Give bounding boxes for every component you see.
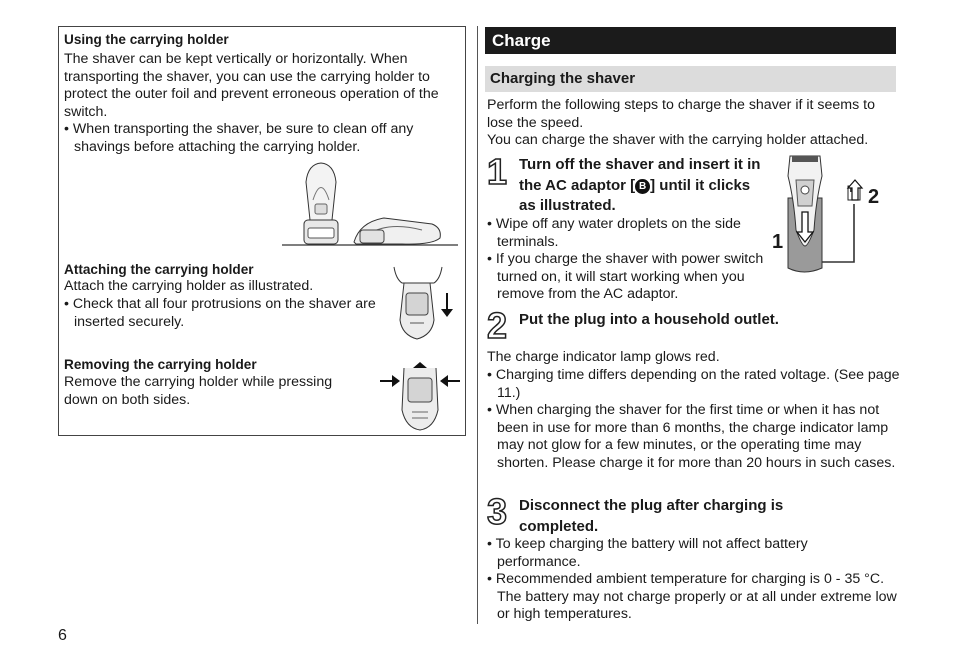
step-1-heading-a: Turn off the shaver and insert it in the AC adaptor [: [519, 156, 761, 194]
column-divider: [477, 26, 478, 624]
step-1-bullet-2: • If you charge the shaver with power switch turned on, it will start working when you remove from the AC adaptor.: [487, 251, 764, 303]
page-number: 6: [58, 627, 67, 644]
remove-body: Remove the carrying holder while pressing down on both sides.: [64, 374, 333, 408]
charge-intro-1: Perform the following steps to charge the shaver if it seems to lose the speed.: [487, 97, 875, 131]
step-2-heading: Put the plug into a household outlet.: [519, 311, 779, 328]
step-1-heading: [519, 155, 769, 217]
carrying-body: The shaver can be kept vertically or horizontally. When transporting the shaver, you can use the carrying holder to protect the outer foil and prevent erroneous operation of the switch.: [64, 51, 439, 120]
attach-title: Attaching the carrying holder: [64, 262, 254, 277]
attach-body: Attach the carrying holder as illustrated.: [64, 278, 314, 294]
step-2-number: 2: [487, 305, 508, 346]
step-3-heading: Disconnect the plug after charging is completed.: [519, 497, 784, 535]
charge-title: Charge: [492, 31, 551, 50]
attach-bullet: • Check that all four protrusions on the shaver are inserted securely.: [64, 296, 376, 330]
figure-label-2: 2: [868, 186, 880, 208]
shaver-storage-illustration: [282, 160, 458, 248]
step-3-bullet-2: • Recommended ambient temperature for charging is 0 - 35 °C. The battery may not charge properly or at all under extreme low or high temperatures.: [487, 571, 897, 623]
carrying-bullet: • When transporting the shaver, be sure to clean off any shavings before attaching the carrying holder.: [64, 121, 414, 155]
step-1-number: 1: [487, 151, 508, 192]
step-1-bullet-1: • Wipe off any water droplets on the side terminals.: [487, 216, 741, 250]
carrying-title: Using the carrying holder: [64, 32, 229, 47]
charging-illustration: [768, 150, 888, 278]
step-2-bullet-2: • When charging the shaver for the first time or when it has not been in use for more than 6 months, the charge indicator lamp may not glow for a few minutes, or the operating time may shorten. Please charge it for more than 20 hours in such cases.: [487, 402, 896, 471]
charge-intro-2: You can charge the shaver with the carrying holder attached.: [487, 132, 869, 148]
remove-title: Removing the carrying holder: [64, 357, 257, 372]
charge-section-header: [485, 27, 896, 54]
step-3-number: 3: [487, 491, 508, 532]
adaptor-badge-icon: B: [635, 179, 650, 194]
step-1-heading-b: ] until it clicks as illustrated.: [519, 176, 751, 214]
step-3-bullet-1: • To keep charging the battery will not affect battery performance.: [487, 536, 808, 570]
charging-subheader: [485, 66, 896, 92]
attach-holder-illustration: [386, 265, 458, 345]
remove-holder-illustration: [378, 360, 462, 432]
figure-label-1: 1: [772, 231, 784, 253]
charging-subtitle: Charging the shaver: [490, 70, 636, 87]
step-2-body: The charge indicator lamp glows red.: [487, 349, 720, 365]
step-2-bullet-1: • Charging time differs depending on the rated voltage. (See page 11.): [487, 367, 900, 401]
